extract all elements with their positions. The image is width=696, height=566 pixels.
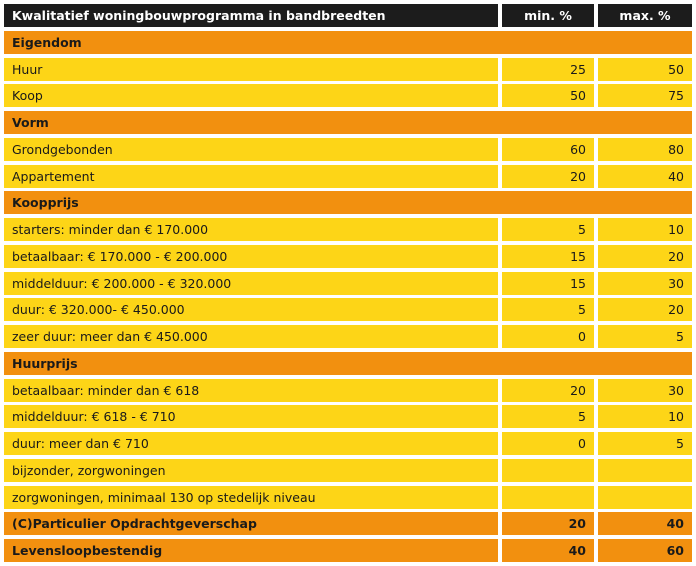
row-min: 20: [502, 165, 594, 188]
row-label: (C)Particulier Opdrachtgeverschap: [4, 512, 498, 535]
total-row-particulier-opdrachtgeverschap: [4, 512, 692, 535]
row-min: 50: [502, 84, 594, 107]
section-huurprijs: [4, 352, 692, 375]
row-label: Huur: [4, 58, 498, 81]
table-header-row: [4, 4, 692, 27]
table-row: [4, 245, 692, 268]
row-label: duur: meer dan € 710: [4, 432, 498, 455]
row-min: 25: [502, 58, 594, 81]
row-max: 30: [598, 272, 692, 295]
row-label: starters: minder dan € 170.000: [4, 218, 498, 241]
table-row: [4, 272, 692, 295]
row-min: [502, 459, 594, 482]
section-koopprijs: [4, 191, 692, 214]
row-min: 0: [502, 432, 594, 455]
row-min: 20: [502, 379, 594, 402]
row-max: 5: [598, 432, 692, 455]
table-row: [4, 432, 692, 455]
min-column-header: min. %: [502, 4, 594, 27]
row-max: 20: [598, 298, 692, 321]
row-max: 40: [598, 512, 692, 535]
row-min: 40: [502, 539, 594, 562]
row-label: zeer duur: meer dan € 450.000: [4, 325, 498, 348]
row-min: 20: [502, 512, 594, 535]
row-label: bijzonder, zorgwoningen: [4, 459, 498, 482]
section-eigendom: [4, 31, 692, 54]
section-title: Huurprijs: [4, 352, 692, 375]
row-label: Appartement: [4, 165, 498, 188]
table-row: [4, 298, 692, 321]
housing-program-table: [4, 4, 692, 566]
total-row-levensloopbestendig: [4, 539, 692, 562]
row-label: Grondgebonden: [4, 138, 498, 161]
row-min: 15: [502, 245, 594, 268]
row-min: 5: [502, 298, 594, 321]
table-row: [4, 486, 692, 509]
section-vorm: [4, 111, 692, 134]
section-title: Vorm: [4, 111, 692, 134]
row-min: 5: [502, 218, 594, 241]
row-label: Koop: [4, 84, 498, 107]
row-label: middelduur: € 200.000 - € 320.000: [4, 272, 498, 295]
table-row: [4, 459, 692, 482]
table-row: [4, 138, 692, 161]
max-column-header: max. %: [598, 4, 692, 27]
row-max: 80: [598, 138, 692, 161]
row-max: 75: [598, 84, 692, 107]
row-max: 10: [598, 405, 692, 428]
row-min: 5: [502, 405, 594, 428]
row-max: 40: [598, 165, 692, 188]
table-row: [4, 58, 692, 81]
row-min: 0: [502, 325, 594, 348]
row-label: duur: € 320.000- € 450.000: [4, 298, 498, 321]
row-max: [598, 486, 692, 509]
row-min: 60: [502, 138, 594, 161]
row-label: betaalbaar: € 170.000 - € 200.000: [4, 245, 498, 268]
row-label: betaalbaar: minder dan € 618: [4, 379, 498, 402]
row-max: 50: [598, 58, 692, 81]
section-title: Eigendom: [4, 31, 692, 54]
row-label: middelduur: € 618 - € 710: [4, 405, 498, 428]
row-label: zorgwoningen, minimaal 130 op stedelijk niveau: [4, 486, 498, 509]
table-row: [4, 325, 692, 348]
section-title: Koopprijs: [4, 191, 692, 214]
row-label: Levensloopbestendig: [4, 539, 498, 562]
row-max: 30: [598, 379, 692, 402]
row-max: 20: [598, 245, 692, 268]
table-row: [4, 405, 692, 428]
row-max: [598, 459, 692, 482]
table-row: [4, 218, 692, 241]
table-title: Kwalitatief woningbouwprogramma in bandbreedten: [4, 4, 498, 27]
table-row: [4, 165, 692, 188]
table-row: [4, 84, 692, 107]
row-min: [502, 486, 594, 509]
row-max: 5: [598, 325, 692, 348]
table-row: [4, 379, 692, 402]
row-min: 15: [502, 272, 594, 295]
row-max: 60: [598, 539, 692, 562]
row-max: 10: [598, 218, 692, 241]
